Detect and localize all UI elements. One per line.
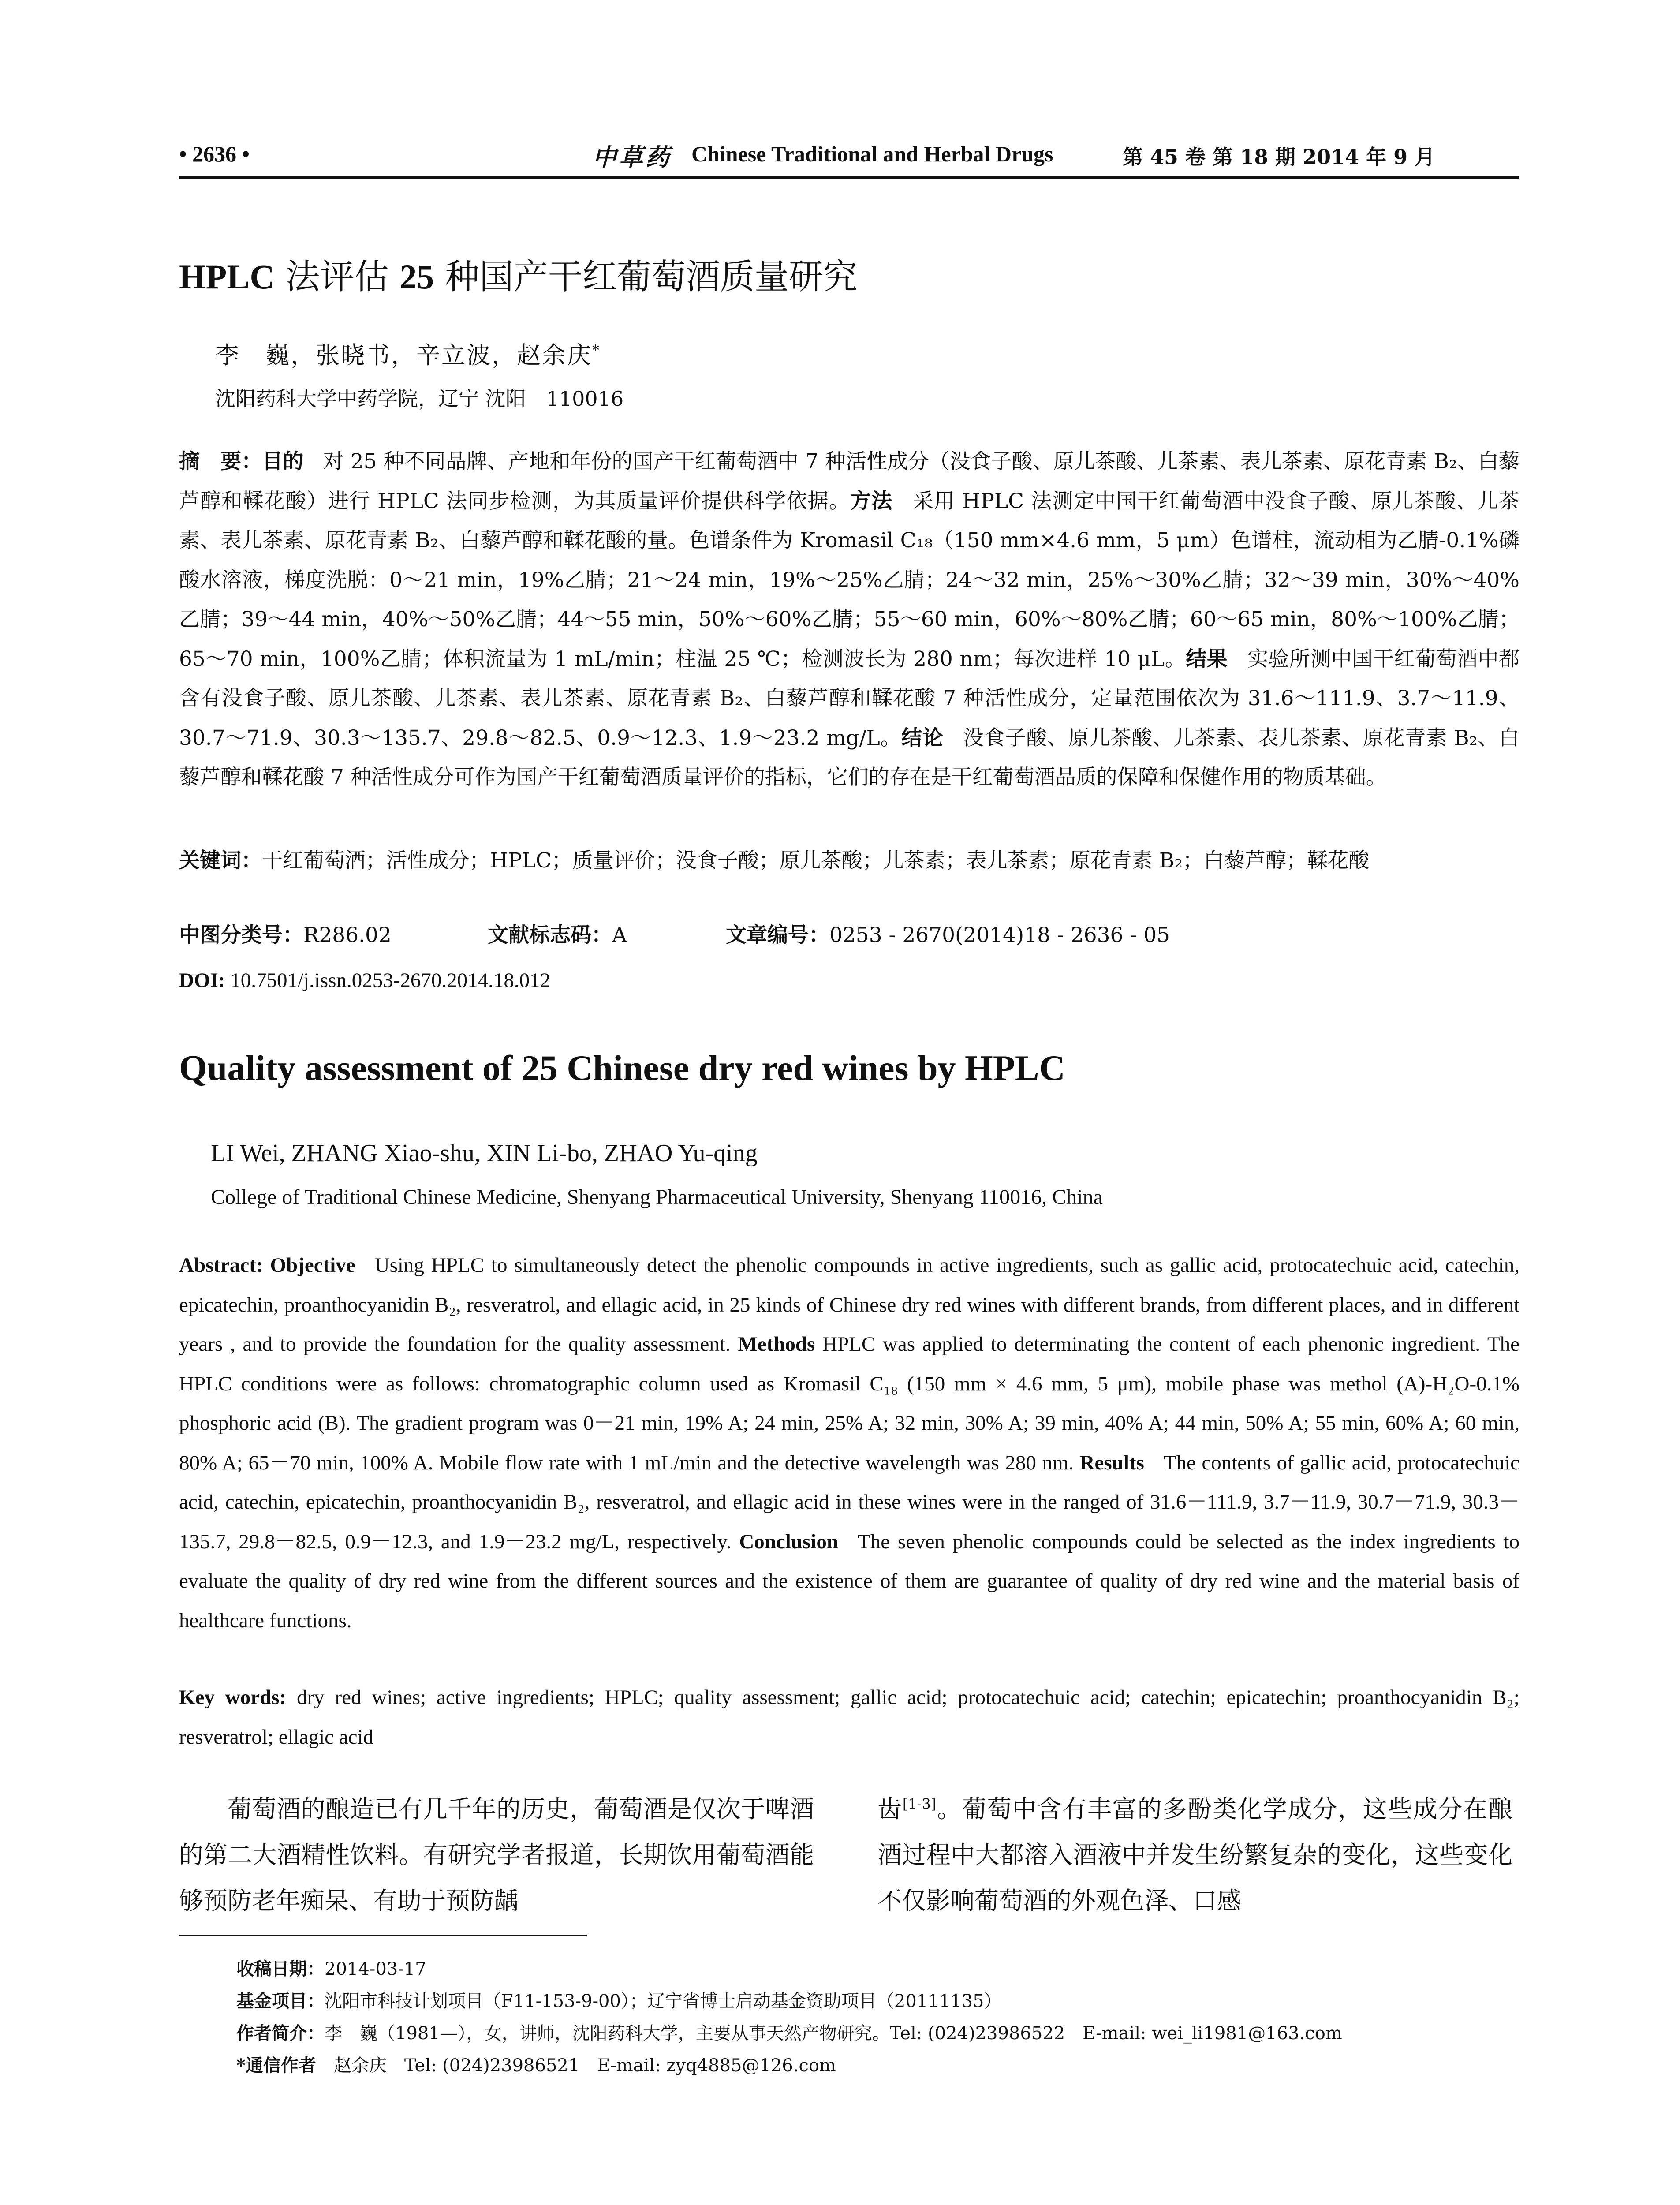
keywords-en-text: dry red wines; active ingredients; HPLC; quality assessment; gallic acid; protocatechuic acid; catechin; epicatechin; proanthocyanidin B₂; resveratrol; ellagic acid [179,1686,1519,1749]
doc-code-label: 文献标志码： [488,923,612,947]
journal-name-en: Chinese Traditional and Herbal Drugs [691,142,1053,166]
page-number: • 2636 • [179,142,250,166]
affiliation-cn: 沈阳药科大学中药学院，辽宁 沈阳 110016 [215,387,624,411]
corresponding-mark: * [592,342,601,359]
author-bio-label: 作者简介： [236,2023,325,2044]
author-bio-text: 李 巍（1981—），女，讲师，沈阳药科大学，主要从事天然产物研究。Tel: (024)23986522 E-mail: wei_li1981@163.com [325,2023,1342,2044]
clc-value: R286.02 [303,923,392,947]
body-column-left: 葡萄酒的酿造已有几千年的历史，葡萄酒是仅次于啤酒的第二大酒精性饮料。有研究学者报道，长期饮用葡萄酒能够预防老年痴呆、有助于预防龋 [179,1795,814,1915]
footnote-author [236,2019,1342,2044]
abstract-cn-conclusion-label: 结论 [901,725,944,750]
header-divider [179,176,1519,179]
abstract-en [179,1246,1519,1641]
issue-info: 第 45 卷 第 18 期 2014 年 9 月 [1123,145,1435,169]
abstract-en-objective-label: Objective [270,1254,355,1277]
abstract-cn-objective-label: 目的 [262,449,304,474]
abstract-cn-objective: 对 25 种不同品牌、产地和年份的国产干红葡萄酒中 7 种活性成分（没食子酸、原儿茶酸、儿茶素、表儿茶素、原花青素 B₂、白藜芦醇和鞣花酸）进行 HPLC 法同步检测，为其质量评价提供科学依据。 [179,449,1520,513]
corresponding-text: 赵余庆 Tel: (024)23986521 E-mail: zyq4885@126.com [333,2056,836,2076]
abstract-cn-results: 实验所测中国干红葡萄酒中都含有没食子酸、原儿茶酸、儿茶素、表儿茶素、原花青素 B₂、白藜芦醇和鞣花酸 7 种活性成分，定量范围依次为 31.6～111.9、3.7～11.9、30.7～71.9、30.3～135.7、29.8～82.5、0.9～12.3、1.9～23.2 mg/L。 [179,647,1520,750]
title-cn-part-b: 种国产干红葡萄酒质量研究 [434,257,858,297]
abstract-en-conclusion-label: Conclusion [739,1530,838,1553]
keywords-en-label: Key words: [179,1686,287,1709]
abstract-en-methods-label: Methods [738,1333,815,1356]
title-cn-number: 25 [399,258,434,296]
abstract-cn [179,442,1519,797]
article-no-label: 文章编号： [726,923,829,947]
citation-ref[interactable]: [1-3] [902,1795,937,1813]
running-header [179,132,1519,176]
article-title-en: Quality assessment of 25 Chinese dry red wines by HPLC [179,1048,1065,1088]
received-label: 收稿日期： [236,1958,325,1979]
footnote-divider [179,1935,587,1936]
fund-text: 沈阳市科技计划项目（F11-153-9-00）；辽宁省博士启动基金资助项目（20111135） [325,1991,1002,2011]
abstract-cn-label: 摘 要： [179,449,262,474]
abstract-en-results-label: Results [1079,1451,1144,1474]
footnote-received [236,1955,426,1980]
abstract-en-objective: Using HPLC to simultaneously detect the phenolic compounds in active ingredients, such as gallic acid, protocatechuic acid, catechin, epicatechin, proanthocyanidin B₂, resveratrol, and ellagic acid, in 25 kinds of Chinese dry red wines with different brands, from different places, and in different years , and to provide the foundation for the quality assessment. [179,1254,1519,1356]
abstract-en-methods: HPLC was applied to determinating the content of each phenonic ingredient. The HPLC conditions were as follows: chromatographic column used as Kromasil C₁₈ (150 mm × 4.6 mm, 5 μm), mobile phase was methol (A)-H₂O-0.1% phosphoric acid (B). The gradient program was 0－21 min, 19% A; 24 min, 25% A; 32 min, 30% A; 39 min, 40% A; 44 min, 50% A; 55 min, 60% A; 60 min, 80% A; 65－70 min, 100% A. Mobile flow rate with 1 mL/min and the detective wavelength was 280 nm. [179,1333,1519,1474]
article-no-value: 0253 - 2670(2014)18 - 2636 - 05 [829,923,1170,947]
journal-name-cn: 中草药 [593,143,672,171]
title-cn-part-a: 法评估 [274,257,400,297]
corresponding-label: *通信作者 [236,2055,316,2076]
abstract-cn-methods: 采用 HPLC 法测定中国干红葡萄酒中没食子酸、原儿茶酸、儿茶素、表儿茶素、原花青素 B₂、白藜芦醇和鞣花酸的量。色谱条件为 Kromasil C₁₈（150 mm×4.6 mm，5 μm）色谱柱，流动相为乙腈-0.1%磷酸水溶液，梯度洗脱：0～21 min，19%乙腈；21～24 min，19%～25%乙腈；24～32 min，25%～30%乙腈；32～39 min，30%～40%乙腈；39～44 min，40%～50%乙腈；44～55 min，50%～60%乙腈；55～60 min，60%～80%乙腈；60～65 min，80%～100%乙腈；65～70 min，100%乙腈；体积流量为 1 mL/min；柱温 25 ℃；检测波长为 280 nm；每次进样 10 μL。 [179,489,1520,671]
keywords-en [179,1678,1519,1757]
authors-cn-names: 李 巍，张晓书，辛立波，赵余庆 [215,341,592,369]
received-date: 2014-03-17 [325,1959,426,1979]
doi-label: DOI: [179,969,225,992]
abstract-cn-conclusion: 没食子酸、原儿茶酸、儿茶素、表儿茶素、原花青素 B₂、白藜芦醇和鞣花酸 7 种活性成分可作为国产干红葡萄酒质量评价的指标，它们的存在是干红葡萄酒品质的保障和保健作用的物质基础。 [179,725,1519,789]
abstract-cn-methods-label: 方法 [850,489,893,513]
abstract-en-results: The contents of gallic acid, protocatechuic acid, catechin, epicatechin, proanthocyanidin B₂, resveratrol, and ellagic acid in these wines were in the ranged of 31.6－111.9, 3.7－11.9, 30.7－71.9, 30.3－135.7, 29.8－82.5, 0.9－12.3, and 1.9－23.2 mg/L, respectively. [179,1451,1520,1553]
authors-en: LI Wei, ZHANG Xiao-shu, XIN Li-bo, ZHAO Yu-qing [211,1140,758,1167]
affiliation-en: College of Traditional Chinese Medicine, Shenyang Pharmaceutical University, Shenyang 110016, China [211,1185,1103,1209]
footnote-fund [236,1987,1002,2012]
abstract-en-label: Abstract: [179,1254,263,1277]
classification-line [179,919,1170,948]
clc-label: 中图分类号： [179,923,303,947]
keywords-cn-text: 干红葡萄酒；活性成分；HPLC；质量评价；没食子酸；原儿茶酸；儿茶素；表儿茶素；原花青素 B₂；白藜芦醇；鞣花酸 [262,848,1370,873]
fund-label: 基金项目： [236,1991,325,2011]
title-cn-hplc: HPLC [179,258,275,296]
doc-code-value: A [612,923,627,947]
keywords-cn-label: 关键词： [179,848,262,873]
doi-value[interactable]: 10.7501/j.issn.0253-2670.2014.18.012 [230,969,551,992]
article-title-cn [179,249,858,299]
authors-cn [215,336,601,370]
abstract-en-conclusion: The seven phenolic compounds could be selected as the index ingredients to evaluate the quality of dry red wine from the different sources and the existence of them are guarantee of quality of dry red wine and the material basis of healthcare functions. [179,1530,1519,1632]
doi-line [179,968,550,992]
body-column-right [877,1786,1512,1924]
body-right-start: 齿 [877,1795,903,1823]
body-right-rest: 。葡萄中含有丰富的多酚类化学成分，这些成分在酿酒过程中大都溶入酒液中并发生纷繁复杂的变化，这些变化不仅影响葡萄酒的外观色泽、口感 [877,1795,1512,1915]
keywords-cn [179,841,1519,881]
footnote-corresponding [236,2052,836,2077]
abstract-cn-results-label: 结果 [1186,647,1228,671]
